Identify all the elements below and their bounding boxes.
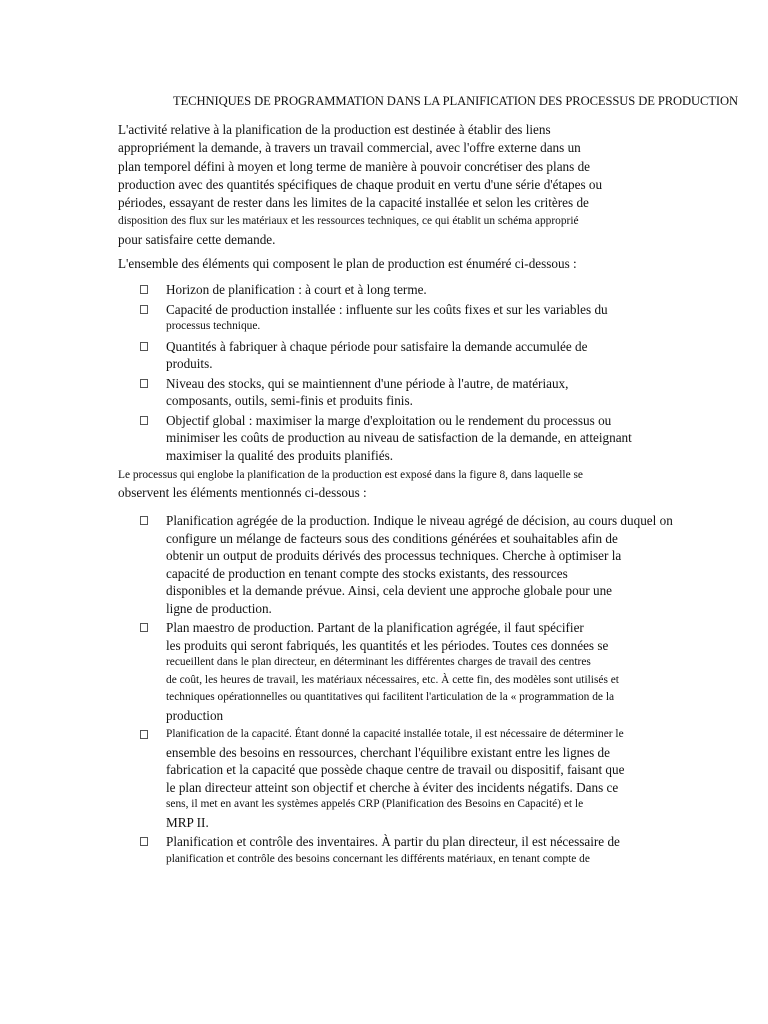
text-line: processus technique. [166,320,261,332]
text-line: production [166,707,224,723]
text-line: Horizon de planification : à court et à long terme. [166,282,427,297]
text-line: ensemble des besoins en ressources, cherchant l'équilibre existant entre les lignes de [166,744,611,760]
text-line: plan temporel défini à moyen et long terme de manière à pouvoir concrétiser des plans de [118,158,591,174]
square-bullet-icon [140,416,148,425]
list-item [140,726,700,831]
text-line: recueillent dans le plan directeur, en déterminant les différentes charges de travail des centres [166,656,591,668]
text-line: configure un mélange de facteurs sous des conditions générées et souhaitables afin de [166,530,618,546]
square-bullet-icon [140,516,148,525]
text-line: produits. [166,356,213,371]
text-line: Le processus qui englobe la planification de la production est exposé dans la figure 8, dans laquelle se [118,469,583,481]
list-item [140,301,700,336]
text-line: pour satisfaire cette demande. [118,231,276,247]
square-bullet-icon [140,379,148,388]
text-line: appropriément la demande, à travers un travail commercial, avec l'offre externe dans un [118,140,581,156]
text-line: sens, il met en avant les systèmes appelés CRP (Planification des Besoins en Capacité) et le [166,798,584,810]
list-item [140,619,700,724]
list-item [140,512,700,617]
text-line: Quantités à fabriquer à chaque période pour satisfaire la demande accumulée de [166,338,588,354]
text-line: minimiser les coûts de production au niveau de satisfaction de la demande, en atteignant [166,430,632,445]
elements-list [140,281,700,466]
text-line: MRP II. [166,814,209,830]
intro-paragraph [118,121,698,249]
text-line: maximiser la qualité des produits planifiés. [166,447,394,463]
text-line: production avec des quantités spécifiques de chaque produit en vertu d'une série d'étapes ou [118,176,603,192]
square-bullet-icon [140,730,148,739]
text-line: le plan directeur atteint son objectif et cherche à éviter des incidents négatifs. Dans ce [166,779,619,795]
text-line: Planification de la capacité. Étant donné la capacité installée totale, il est nécessaire de déterminer le [166,728,624,740]
text-line: planification et contrôle des besoins concernant les différents matériaux, en tenant compte de [166,852,590,865]
text-line: techniques opérationnelles ou quantitatives qui facilitent l'articulation de la « programmation de la [166,691,615,703]
text-line: de coût, les heures de travail, les matériaux nécessaires, etc. À cette fin, des modèles sont utilisés et [166,673,619,686]
text-line: Plan maestro de production. Partant de la planification agrégée, il faut spécifier [166,620,584,635]
list-item [140,412,700,465]
elements-intro-text: L'ensemble des éléments qui composent le plan de production est énuméré ci-dessous : [118,256,577,271]
process-list [140,512,700,870]
square-bullet-icon [140,305,148,314]
text-line: disposition des flux sur les matériaux et les ressources techniques, ce qui établit un schéma approprié [118,215,579,228]
square-bullet-icon [140,342,148,351]
square-bullet-icon [140,837,148,846]
text-line: périodes, essayant de rester dans les limites de la capacité installée et selon les critères de [118,195,589,211]
text-line: Planification et contrôle des inventaires. À partir du plan directeur, il est nécessaire de [166,834,620,849]
text-line: Capacité de production installée : influente sur les coûts fixes et sur les variables du [166,301,608,317]
text-line: capacité de production en tenant compte des stocks existants, des ressources [166,565,568,581]
text-line: ligne de production. [166,600,272,616]
text-line: obtenir un output de produits dérivés des processus techniques. Cherche à optimiser la [166,548,622,563]
process-intro-paragraph [118,466,698,503]
text-line: Niveau des stocks, qui se maintiennent d'une période à l'autre, de matériaux, [166,375,569,391]
text-line: les produits qui seront fabriqués, les quantités et les périodes. Toutes ces données se [166,637,609,653]
text-line: composants, outils, semi-finis et produits finis. [166,393,413,408]
text-line: Planification agrégée de la production. Indique le niveau agrégé de décision, au cours duquel on [166,513,673,528]
text-line: fabrication et la capacité que possède chaque centre de travail ou dispositif, faisant que [166,762,625,777]
list-item [140,375,700,410]
elements-intro-paragraph [118,255,698,273]
text-line: disponibles et la demande prévue. Ainsi, cela devient une approche globale pour une [166,583,613,598]
list-item [140,833,700,868]
list-item [140,281,700,299]
text-line: Objectif global : maximiser la marge d'exploitation ou le rendement du processus ou [166,412,612,428]
text-line: observent les éléments mentionnés ci-dessous : [118,485,367,501]
square-bullet-icon [140,623,148,632]
list-item [140,338,700,373]
text-line: L'activité relative à la planification de la production est destinée à établir des liens [118,122,551,137]
document-title: TECHNIQUES DE PROGRAMMATION DANS LA PLANIFICATION DES PROCESSUS DE PRODUCTION [173,94,739,108]
square-bullet-icon [140,285,148,294]
